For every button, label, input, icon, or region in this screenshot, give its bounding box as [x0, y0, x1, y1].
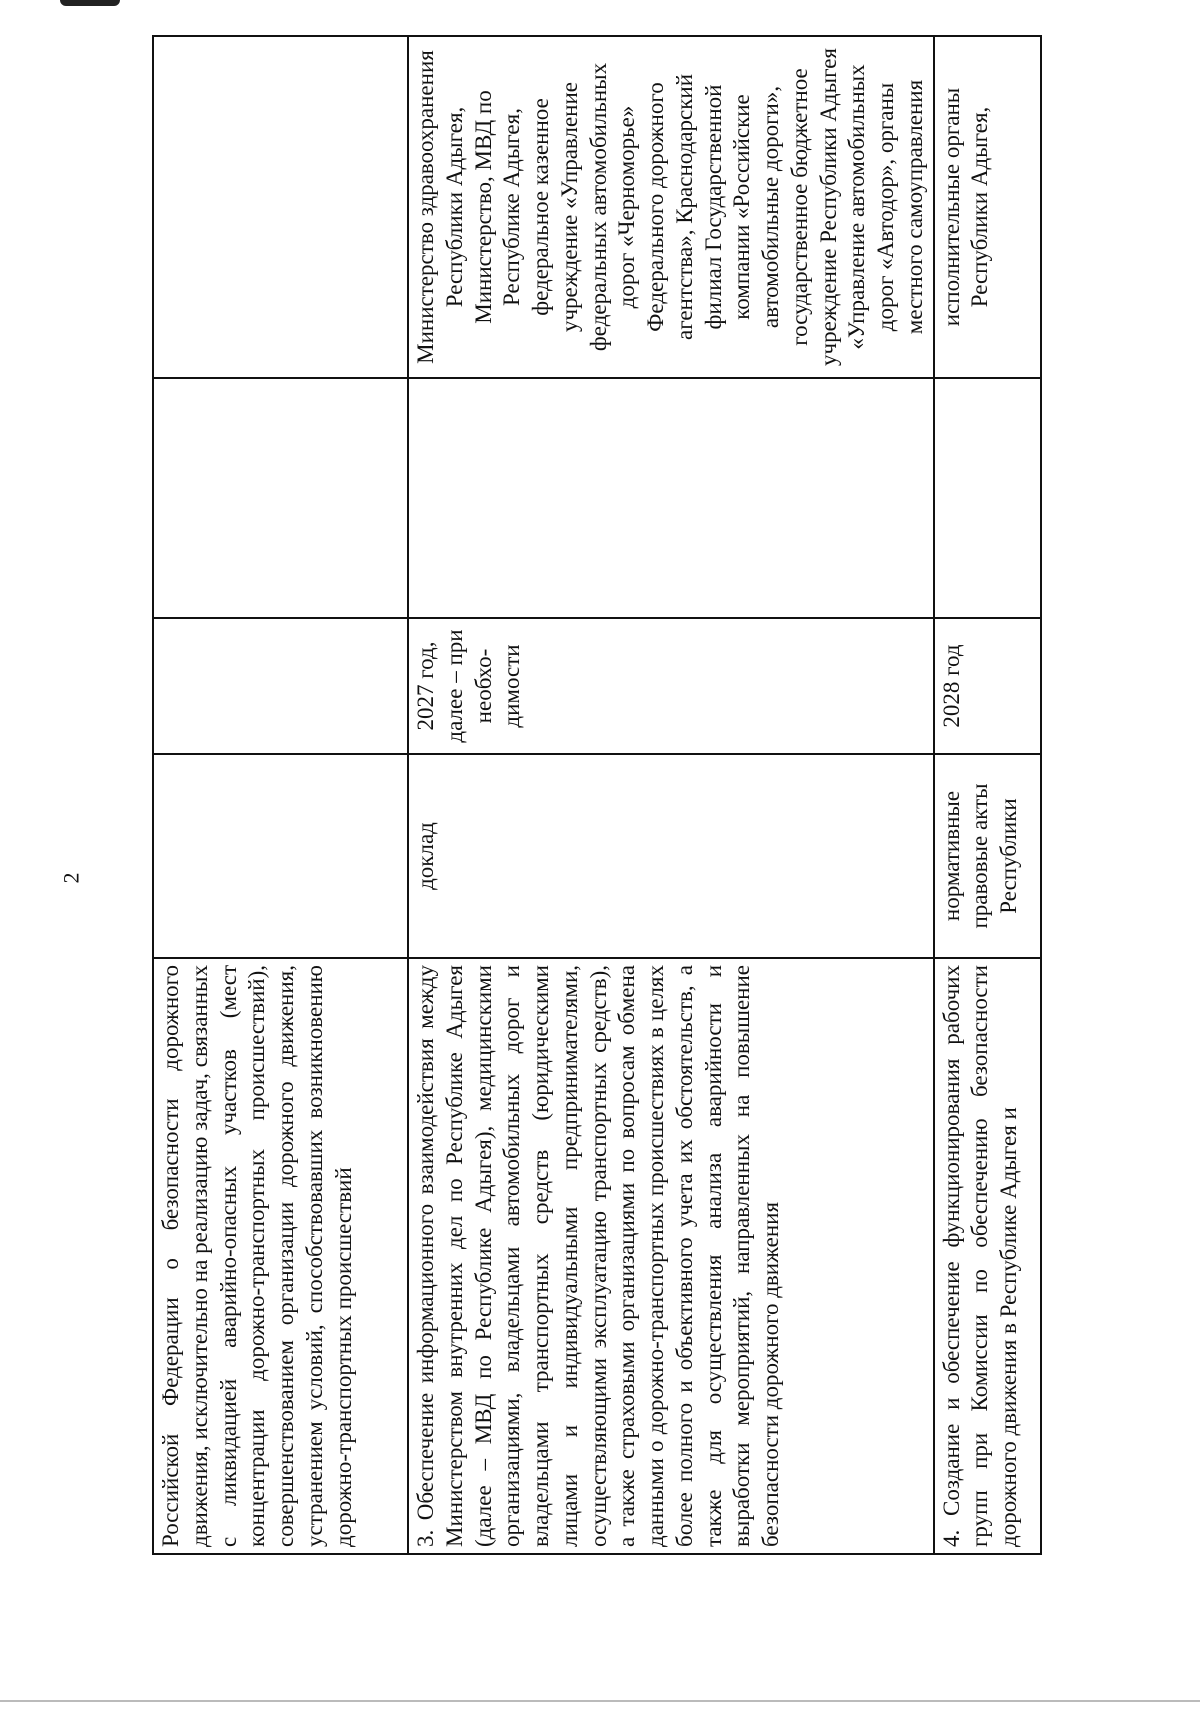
result-cell: доклад — [408, 754, 934, 958]
result-cell — [153, 754, 408, 958]
executors-cell: Министерство здравоохранения Республики Адыгея, Министерство, МВД по Республике Адыгея, федеральное казенное учреждение «Управление федеральных автомобильных дорог «Черноморье» Федерального дорожного агентства», Краснодарский филиал Государственной компании «Российские автомобильные дороги», государственное бюджетное учреждение Республики Адыгея «Управление автомобильных дорог «Автодор», органы местного самоуправления — [408, 36, 934, 378]
table-row — [153, 36, 408, 1554]
deadline-cell: 2028 год — [934, 618, 1042, 754]
measures-table — [152, 35, 1042, 1555]
result-cell: нормативные правовые акты Республики — [934, 754, 1042, 958]
table-row — [934, 36, 1042, 1554]
table-row — [408, 36, 934, 1554]
measure-cell: 4. Создание и обеспечение функционирования рабочих групп при Комиссии по обеспечению безопасности дорожного движения в Республике Адыгея и — [934, 958, 1042, 1554]
scan-artifact — [60, 0, 120, 6]
empty-cell — [153, 378, 408, 618]
executors-cell: исполнительные органы Республики Адыгея, — [934, 36, 1042, 378]
rotated-table-container — [152, 35, 1042, 1555]
empty-cell — [934, 378, 1042, 618]
measure-cell: Российской Федерации о безопасности дорожного движения, исключительно на реализацию задач, связанных с ликвидацией аварийно-опасных участков (мест концентрации дорожно-транспортных происшествий), совершенствованием организации дорожного движения, устранением условий, способствовавших возникновению дорожно-транспортных происшествий — [153, 958, 408, 1554]
deadline-cell — [153, 618, 408, 754]
scan-edge — [0, 1700, 1200, 1702]
deadline-cell: 2027 год, далее – при необхо-димости — [408, 618, 934, 754]
measure-cell: 3. Обеспечение информационного взаимодействия между Министерством внутренних дел по Республике Адыгея (далее – МВД по Республике Адыгея), медицинскими организациями, владельцами автомобильных дорог и владельцами транспортных средств (юридическими лицами и индивидуальными предпринимателями, осуществляющими эксплуатацию транспортных средств), а также страховыми организациями по вопросам обмена данными о дорожно-транспортных происшествиях в целях более полного и объективного учета их обстоятельств, а также для осуществления анализа аварийности и выработки мероприятий, направленных на повышение безопасности дорожного движения — [408, 958, 934, 1554]
page-number: 2 — [58, 872, 84, 884]
executors-cell — [153, 36, 408, 378]
empty-cell — [408, 378, 934, 618]
